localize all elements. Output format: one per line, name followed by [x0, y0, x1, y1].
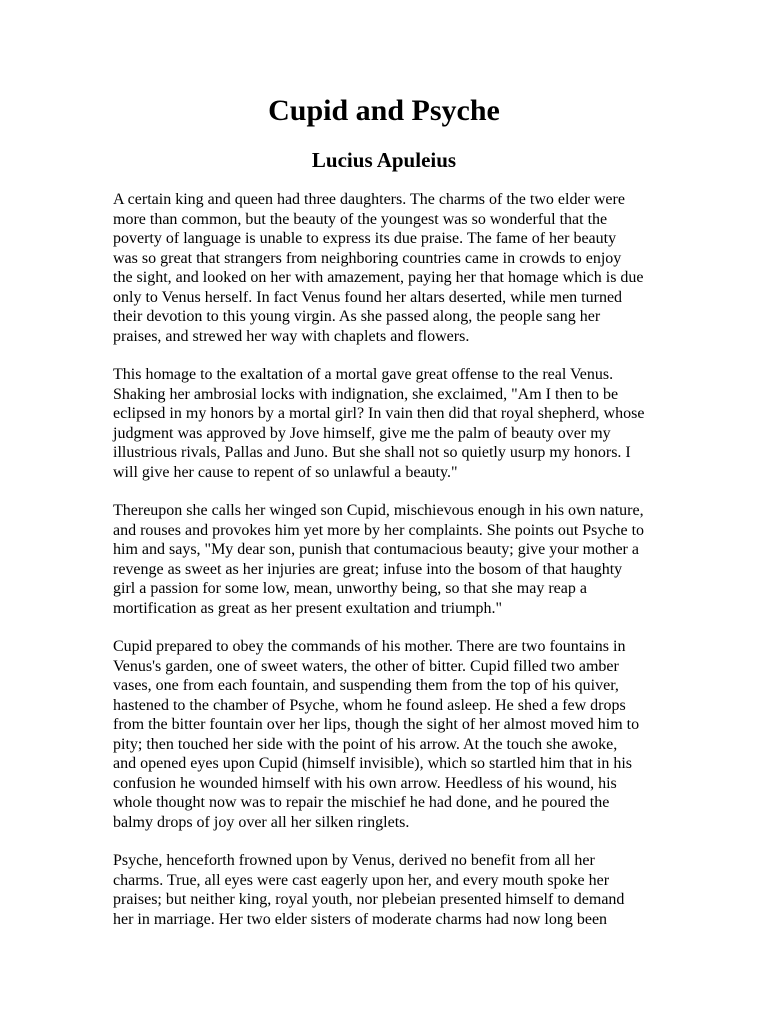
- text-line: judgment was approved by Jove himself, give me the palm of beauty over my: [113, 424, 611, 442]
- text-line: Venus's garden, one of sweet waters, the other of bitter. Cupid filled two amber: [113, 657, 619, 675]
- document-author: Lucius Apuleius: [311, 148, 457, 172]
- paragraph-1: [113, 190, 661, 346]
- text-line: their devotion to this young virgin. As she passed along, the people sang her: [113, 308, 601, 325]
- document-body: [113, 190, 661, 948]
- text-line: the sight, and looked on her with amazement, paying her that homage which is due: [113, 269, 644, 286]
- text-line: praises, and strewed her way with chaplets and flowers.: [113, 327, 470, 345]
- text-line: him and says, "My dear son, punish that contumacious beauty; give your mother a: [113, 541, 639, 558]
- paragraph-5: [113, 851, 661, 929]
- text-line: only to Venus herself. In fact Venus found her altars deserted, while men turned: [113, 288, 623, 306]
- text-line: pity; then touched her side with the point of his arrow. At the touch she awoke,: [113, 735, 618, 753]
- paragraph-3: [113, 501, 661, 618]
- text-line: Cupid prepared to obey the commands of his mother. There are two fountains in: [113, 638, 626, 655]
- text-line: This homage to the exaltation of a mortal gave great offense to the real Venus.: [113, 366, 614, 383]
- text-line: revenge as sweet as her injuries are great; infuse into the bosom of that haughty: [113, 560, 623, 578]
- document-title: Cupid and Psyche: [268, 94, 500, 127]
- text-line: Psyche, henceforth frowned upon by Venus, derived no benefit from all her: [113, 852, 595, 869]
- text-line: was so great that strangers from neighboring countries came in crowds to enjoy: [113, 249, 622, 267]
- text-line: Shaking her ambrosial locks with indignation, she exclaimed, "Am I then to be: [113, 385, 619, 403]
- text-line: and rouses and provokes him yet more by her complaints. She points out Psyche to: [113, 521, 645, 539]
- paragraph-2: [113, 365, 661, 482]
- text-line: her in marriage. Her two elder sisters of moderate charms had now long been: [113, 910, 608, 928]
- text-line: praises; but neither king, royal youth, nor plebeian presented himself to demand: [113, 891, 625, 908]
- paragraph-4: [113, 637, 661, 832]
- text-line: girl a passion for some low, mean, unworthy being, so that she may reap a: [113, 580, 587, 597]
- text-line: illustrious rivals, Pallas and Juno. But she shall not so quietly usurp my honors. I: [113, 444, 631, 461]
- text-line: more than common, but the beauty of the youngest was so wonderful that the: [113, 210, 608, 228]
- text-line: charms. True, all eyes were cast eagerly upon her, and every mouth spoke her: [113, 871, 610, 889]
- text-line: vases, one from each fountain, and suspending them from the top of his quiver,: [113, 677, 619, 694]
- text-line: poverty of language is unable to express its due praise. The fame of her beauty: [113, 230, 617, 247]
- text-line: will give her cause to repent of so unlawful a beauty.": [113, 463, 458, 481]
- text-line: whole thought now was to repair the mischief he had done, and he poured the: [113, 794, 610, 811]
- text-line: mortification as great as her present exultation and triumph.": [113, 599, 503, 617]
- text-line: and opened eyes upon Cupid (himself invisible), which so startled him that in his: [113, 755, 633, 772]
- text-line: from the bitter fountain over her lips, though the sight of her almost moved him to: [113, 716, 640, 733]
- text-line: Thereupon she calls her winged son Cupid, mischievous enough in his own nature,: [113, 502, 644, 519]
- text-line: balmy drops of joy over all her silken ringlets.: [113, 813, 410, 831]
- text-line: hastened to the chamber of Psyche, whom he found asleep. He shed a few drops: [113, 696, 626, 714]
- text-line: A certain king and queen had three daughters. The charms of the two elder were: [113, 191, 625, 208]
- text-line: eclipsed in my honors by a mortal girl? In vain then did that royal shepherd, whose: [113, 405, 645, 422]
- text-line: confusion he wounded himself with his own arrow. Heedless of his wound, his: [113, 774, 617, 792]
